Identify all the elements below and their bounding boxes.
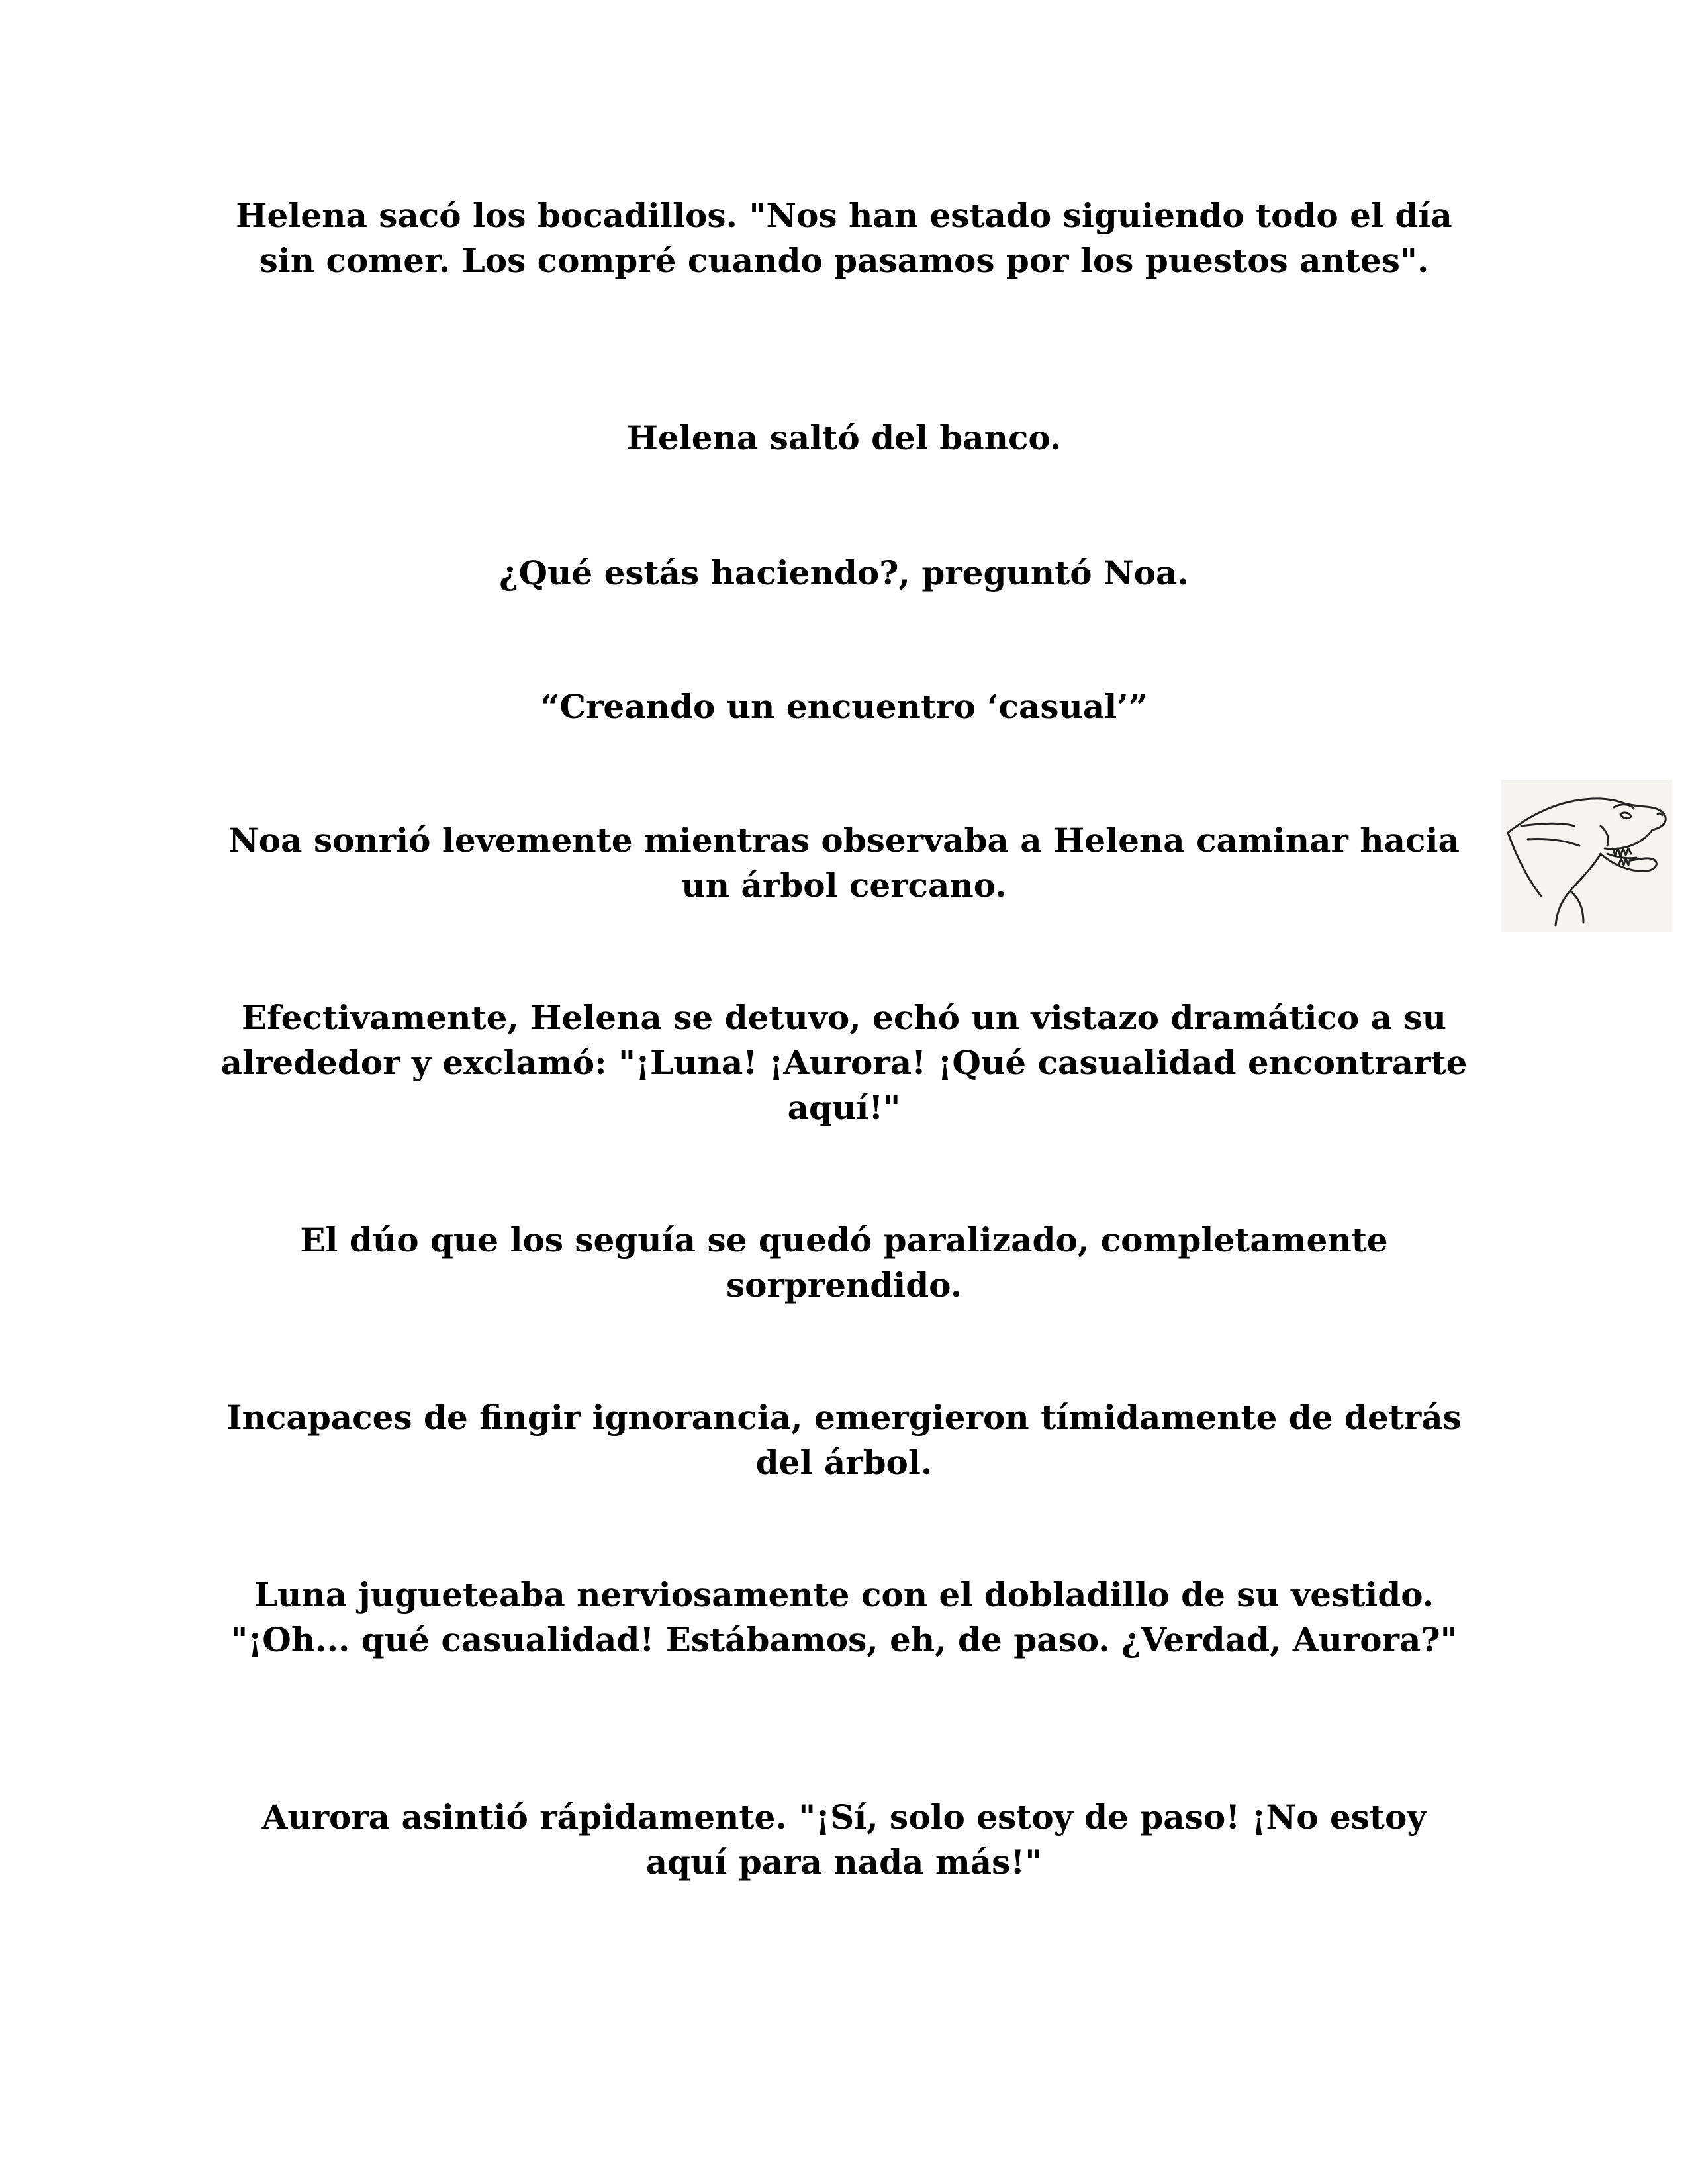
dinosaur-head-sketch-icon	[1501, 780, 1672, 932]
paragraph-luna-nervous: Luna jugueteaba nerviosamente con el dobladillo de su vestido. "¡Oh... qué casualidad! Estábamos, eh, de paso. ¿Verdad, Aurora?"	[230, 1575, 1458, 1659]
paragraph-helena-exclaimed: Efectivamente, Helena se detuvo, echó un vistazo dramático a su alrededor y exclamó: "¡Luna! ¡Aurora! ¡Qué casualidad encontrarte aquí!"	[220, 998, 1468, 1127]
paragraph-noa-smiled: Noa sonrió levemente mientras observaba a Helena caminar hacia un árbol cercano.	[228, 821, 1460, 905]
paragraph-noa-question: ¿Qué estás haciendo?, preguntó Noa.	[499, 553, 1189, 592]
paragraph-jumped-bench: Helena saltó del banco.	[626, 418, 1062, 457]
paragraph-casual-encounter: “Creando un encuentro ‘casual’”	[540, 687, 1148, 726]
paragraph-duo-paralyzed: El dúo que los seguía se quedó paralizado, completamente sorprendido.	[300, 1220, 1388, 1304]
paragraph-emerged-from-tree: Incapaces de fingir ignorancia, emergieron tímidamente de detrás del árbol.	[226, 1398, 1462, 1482]
paragraph-aurora-nodded: Aurora asintió rápidamente. "¡Sí, solo estoy de paso! ¡No estoy aquí para nada más!"	[261, 1797, 1427, 1882]
paragraph-snacks: Helena sacó los bocadillos. "Nos han estado siguiendo todo el día sin comer. Los compré cuando pasamos por los puestos antes".	[236, 196, 1452, 280]
